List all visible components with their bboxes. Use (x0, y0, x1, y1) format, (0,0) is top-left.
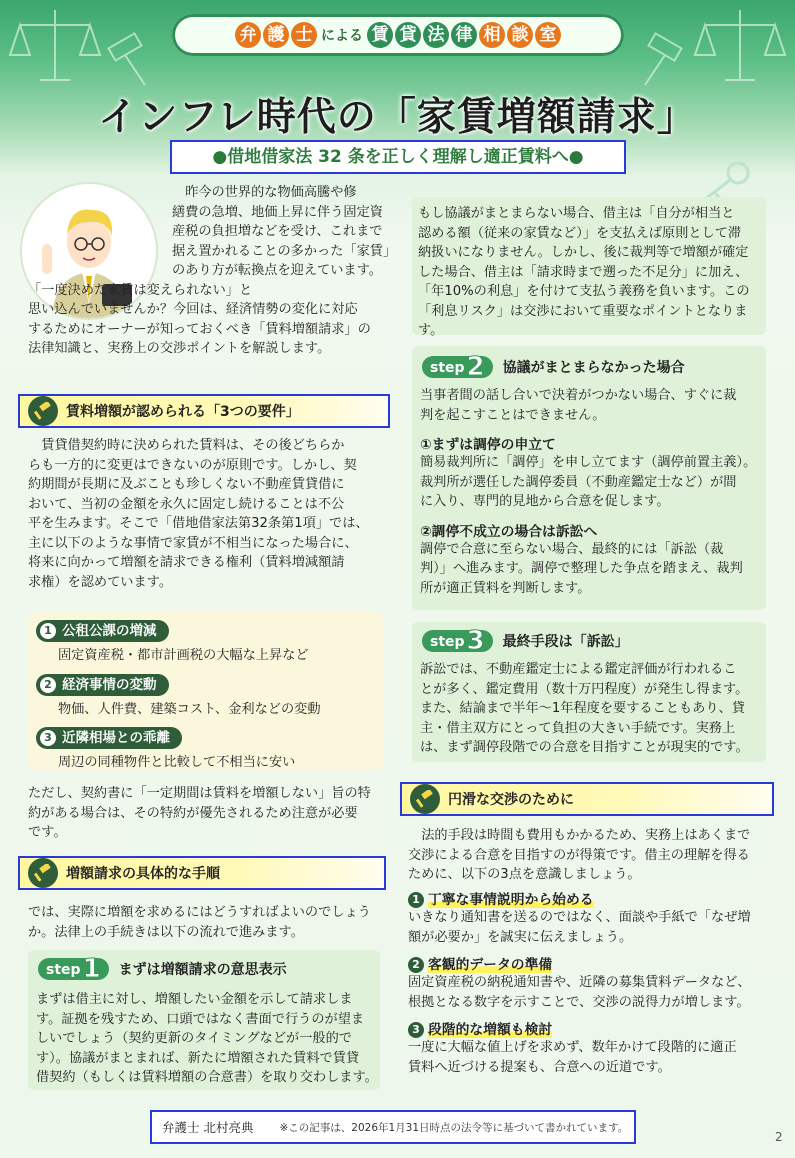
gavel-icon (28, 858, 58, 888)
requirement-item (36, 727, 376, 773)
step3-body (420, 660, 766, 758)
series-char: による (321, 28, 363, 44)
requirements-list (36, 620, 376, 781)
step-badge: step1 (38, 958, 109, 980)
text-line: 主・借主双方にとって負担の大きい手続です。実務上 (420, 720, 736, 736)
text-line: するためにオーナーが知っておくべき「賃料増額請求」の (28, 321, 371, 337)
text-line: 交渉による合意を目指すのが得策です。借主の理解を得る (408, 847, 750, 863)
text-line: 固定資産税の納税通知書や、近隣の募集賃料データなど、 (408, 975, 751, 990)
requirement-title: 3 近隣相場との乖離 (36, 727, 182, 749)
text-line: ために、以下の3点を意識しましょう。 (408, 867, 641, 882)
series-char: 律 (451, 22, 477, 48)
text-line: 繕費の急増、地価上昇に伴う固定資 (172, 204, 383, 220)
text-line: 判を起こすことはできません。 (420, 407, 606, 423)
step2-subheading: ②調停不成立の場合は訴訟へ (420, 523, 598, 540)
section2-body (28, 903, 398, 942)
text-line: 法律知識と、実務上の交渉ポイントを解説します。 (28, 341, 331, 356)
step-title: まずは増額請求の意思表示 (118, 962, 287, 978)
section-heading-label: 増額請求の具体的な手順 (66, 866, 220, 882)
point-title-text: 客観的データの準備 (428, 957, 553, 973)
text-line: 約がある場合は、その特約が優先されるため注意が必要 (28, 805, 358, 821)
section-heading-procedure (18, 856, 386, 890)
step-badge: step2 (422, 356, 493, 378)
negotiation-points (408, 888, 772, 1083)
point-title (408, 1018, 772, 1038)
footer-note: ※この記事は、2026年1月31日時点の法令等に基づいて書かれています。 (279, 1121, 629, 1134)
series-char: 室 (535, 22, 561, 48)
continuation-text (418, 204, 764, 341)
text-line: 賃貸借契約時に決められた賃料は、その後どちらか (41, 438, 345, 453)
section-heading-label: 円滑な交渉のために (448, 792, 574, 808)
step-badge: step3 (422, 630, 493, 652)
text-line: 約期間が長期に及ぶことも珍しくない不動産賃貸借に (28, 477, 345, 492)
text-line: 納扱いになりません。しかし、後に裁判等で増額が確定 (418, 245, 749, 260)
step-title: 協議がまとまらなかった場合 (502, 360, 685, 376)
step2-heading (422, 352, 685, 382)
text-line: 訴訟では、不動産鑑定士による鑑定評価が行われるこ (420, 662, 737, 677)
intro-text-top (28, 183, 397, 300)
text-line: のあり方が転換点を迎えています。 (172, 263, 382, 278)
negotiation-point (408, 1018, 772, 1077)
text-line: いきなり通知書を送るのではなく、面談や手紙で「なぜ増 (408, 910, 751, 925)
intro-text-bottom (28, 300, 396, 359)
text-line: 昨今の世界的な物価高騰や修 (185, 185, 357, 200)
text-line: 平を生みます。そこで「借地借家法第32条第1項」では、 (28, 516, 369, 531)
section-heading-requirements (18, 394, 390, 428)
gavel-icon (28, 396, 58, 426)
requirement-item (36, 674, 376, 720)
text-line: また、結論まで半年〜1年程度を要することもあり、貸 (420, 701, 745, 716)
series-char: 弁 (235, 22, 261, 48)
text-line: 裁判所が選任した調停委員（不動産鑑定士など）が間 (420, 474, 737, 490)
point-title-text: 段階的な増額も検討 (428, 1022, 553, 1038)
text-line: 「利息リスク」は交渉において重要なポイントとなります。 (418, 303, 748, 338)
text-line: 主に以下のような事情で家賃が不相当になった場合に、 (28, 535, 358, 551)
text-line: 所が適正賃料を判断します。 (420, 580, 591, 596)
text-line: 簡易裁判所に「調停」を申し立てます（調停前置主義）。 (420, 455, 757, 470)
text-line: に入り、専門的見地から合意を促します。 (420, 494, 670, 509)
gavel-icon (410, 784, 440, 814)
page-number: 2 (775, 1130, 783, 1144)
text-line: しいでしょう（契約更新のタイミングなどが一般的で (36, 1031, 352, 1046)
text-line: とが多く、鑑定費用（数十万円程度）が発生し得ます。 (420, 681, 749, 697)
text-line: 産税の負担増などを受け、これまで (172, 224, 383, 239)
text-line: す。証拠を残すため、口頭ではなく書面で行うのが望ま (36, 1011, 365, 1027)
section1-body (28, 436, 398, 592)
text-line: では、実際に増額を求めるにはどうすればよいのでしょう (28, 905, 371, 920)
text-line: 判）」へ進みます。調停で整理した争点を踏まえ、裁判 (420, 561, 743, 576)
text-line: まずは借主に対し、増額したい金額を示して請求しま (36, 992, 353, 1007)
requirement-desc: 固定資産税・都市計画税の大幅な上昇など (58, 648, 309, 663)
series-char: 貸 (395, 22, 421, 48)
text-line: です。 (28, 825, 67, 840)
text-line: 思い込んでいませんか？今回は、経済情勢の変化に対応 (28, 302, 358, 317)
text-line: 「一度決めた家賃は変えられない」と (28, 282, 253, 298)
point-number: 1 (408, 892, 424, 908)
negotiation-point (408, 953, 772, 1012)
text-line: 「年10%の利息」を付けて支払う義務を負います。この (418, 284, 750, 299)
step2-subheading: ①まずは調停の申立て (420, 437, 556, 453)
text-line: もし協議がまとまらない場合、借主は「自分が相当と (418, 206, 735, 221)
section-heading-label: 賃料増額が認められる「3つの要件」 (66, 404, 300, 420)
author-name: 弁護士 北村亮典 (162, 1120, 254, 1135)
step-title: 最終手段は「訴訟」 (502, 634, 629, 650)
requirement-item (36, 620, 376, 666)
point-number: 3 (408, 1022, 424, 1038)
text-line: 当事者間の話し合いで決着がつかない場合、すぐに裁 (420, 388, 737, 403)
section1-note (28, 784, 398, 843)
page-subtitle: ●借地借家法 32 条を正しく理解し適正賃料へ● (170, 140, 626, 174)
series-char: 士 (291, 22, 317, 48)
text-line: 将来に向かって増額を請求できる権利（賃料増減額請 (28, 555, 345, 570)
text-line: した場合、借主は「請求時まで遡った不足分」に加え、 (418, 264, 749, 280)
page-title: インフレ時代の「家賃増額請求」 (98, 95, 697, 140)
footer (150, 1110, 636, 1144)
requirement-title: 1 公租公課の増減 (36, 620, 169, 642)
text-line: す）。協議がまとまれば、新たに増額された賃料で賃貸 (36, 1050, 360, 1066)
series-char: 賃 (367, 22, 393, 48)
point-title (408, 953, 772, 973)
text-line: 法的手段は時間も費用もかかるため、実務上はあくまで (421, 828, 751, 843)
requirement-title: 2 経済事情の変動 (36, 674, 169, 696)
requirement-desc: 物価、人件費、建築コスト、金利などの変動 (58, 701, 321, 717)
point-number: 2 (408, 957, 424, 973)
series-header (172, 14, 624, 56)
step2-body (420, 386, 766, 598)
text-line: らも一方的に変更はできないのが原則です。しかし、契 (28, 457, 357, 473)
step1-body (36, 990, 378, 1088)
text-line: 据え置かれることの多かった「家賃」 (172, 243, 397, 259)
text-line: 額が必要か」を誠実に伝えましょう。 (408, 929, 633, 945)
text-line: 調停で合意に至らない場合、最終的には「訴訟（裁 (420, 541, 724, 557)
text-line: 認める額（従来の家賃など）」を支払えば原則として滞 (418, 225, 742, 241)
series-char: 護 (263, 22, 289, 48)
requirement-number: 3 (40, 730, 56, 746)
series-char: 談 (507, 22, 533, 48)
point-title (408, 888, 772, 908)
point-title-text: 丁寧な事情説明から始める (428, 892, 594, 908)
section-heading-negotiation (400, 782, 774, 816)
series-char: 法 (423, 22, 449, 48)
text-line: は、まず調停段階での合意を目指すことが現実的です。 (420, 740, 749, 755)
text-line: か。法律上の手続きは以下の流れで進みます。 (28, 924, 304, 940)
step1-heading (38, 954, 287, 984)
requirement-number: 2 (40, 677, 56, 693)
series-char: 相 (479, 22, 505, 48)
requirement-desc: 周辺の同種物件と比較して不相当に安い (58, 755, 296, 770)
negotiation-point (408, 888, 772, 947)
text-line: ただし、契約書に「一定期間は賃料を増額しない」旨の特 (28, 786, 371, 801)
text-line: 一度に大幅な値上げを求めず、数年かけて段階的に適正 (408, 1040, 737, 1055)
section3-body (408, 826, 772, 885)
text-line: おいて、当初の金額を永久に固定し続けることは不公 (28, 496, 345, 512)
text-line: 借契約（もしくは賃料増額の合意書）を取り交わします。 (36, 1070, 378, 1085)
requirement-number: 1 (40, 623, 56, 639)
text-line: 求権）を認めています。 (28, 574, 173, 590)
step3-heading (422, 626, 629, 656)
text-line: 根拠となる数字を示すことで、交渉の説得力が増します。 (408, 994, 750, 1010)
text-line: 賃料へ近づける提案も、合意への近道です。 (408, 1059, 671, 1075)
